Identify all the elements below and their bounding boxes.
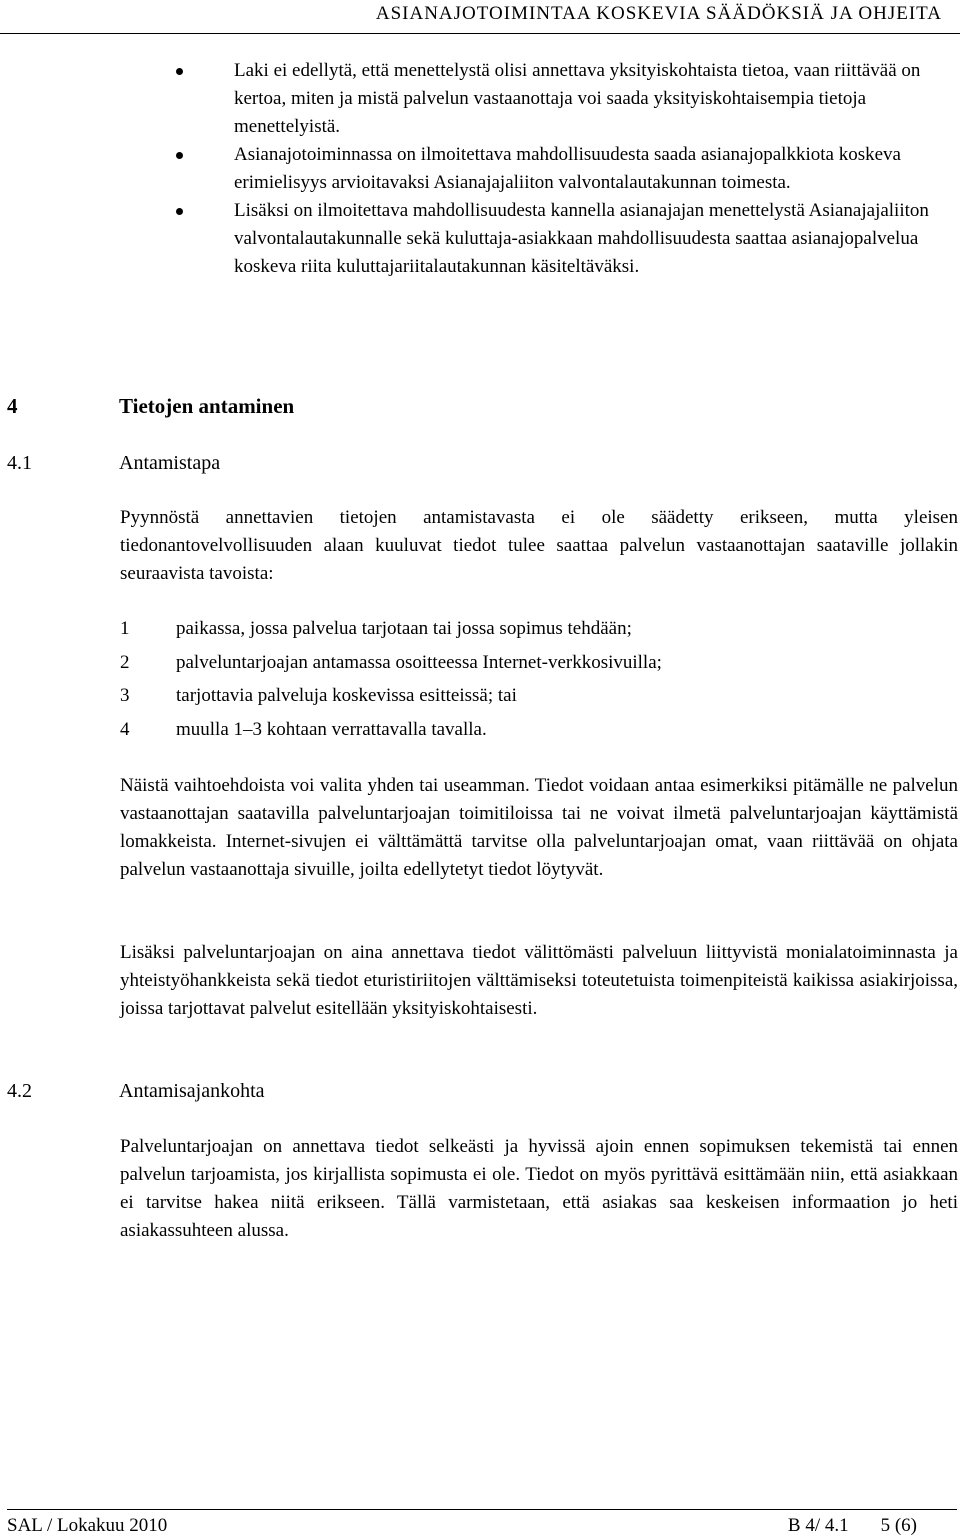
bullet-icon	[176, 68, 183, 75]
page-header	[0, 0, 960, 34]
bullet-item: Asianajotoiminnassa on ilmoitettava mahdollisuudesta saada asianajopalkkiota koskeva erimielisyys arvioitavaksi Asianajajaliiton valvontalautakunnan toimesta.	[166, 141, 956, 197]
intro-paragraph: Pyynnöstä annettavien tietojen antamistavasta ei ole säädetty erikseen, mutta yleisen tiedonantovelvollisuuden alaan kuuluvat tiedot tulee saattaa palvelun vastaanottajan saataville jollakin seuraavista tavoista:	[120, 507, 958, 584]
section-4-heading	[7, 392, 294, 420]
page-footer	[7, 1509, 957, 1540]
section-4-2-heading	[7, 1077, 265, 1105]
timing-paragraph: Palveluntarjoajan on annettava tiedot selkeästi ja hyvissä ajoin ennen sopimuksen tekemistä tai ennen palvelun tarjoamista, jos kirjallista sopimusta ei ole. Tiedot on myös pyrittävä esittämään niin, että asiakkaan ei tarvitse hakea niitä erikseen. Tällä varmistetaan, että asiakas saa keskeisen informaation jo heti asiakassuhteen alussa.	[120, 1136, 958, 1241]
section-title: Antamistapa	[119, 452, 221, 474]
section-4-1-heading	[7, 449, 220, 477]
footer-ref: B 4/ 4.1	[787, 1515, 849, 1536]
header-title: ASIANAJOTOIMINTAA KOSKEVIA SÄÄDÖKSIÄ JA OHJEITA	[375, 3, 942, 24]
list-item: 4 muulla 1–3 kohtaan verrattavalla tavalla.	[120, 718, 487, 740]
section-number: 4.2	[7, 1080, 32, 1102]
section-title: Tietojen antaminen	[119, 394, 295, 418]
additional-info-paragraph: Lisäksi palveluntarjoajan on aina annettava tiedot välittömästi palveluun liittyvistä monialatoiminnasta ja yhteistyöhankkeista sekä tiedot eturistiriitojen välttämiseksi toteutetuista toimenpiteistä kaikissa asiakirjoissa, joissa tarjottavat palvelut esitellään yksityiskohtaisesti.	[120, 942, 958, 1019]
section-title: Antamisajankohta	[119, 1080, 265, 1102]
footer-date: SAL / Lokakuu 2010	[7, 1515, 168, 1536]
list-item: 1 paikassa, jossa palvelua tarjotaan tai jossa sopimus tehdään;	[120, 618, 632, 639]
footer-reference	[788, 1512, 917, 1540]
list-item: 2 palveluntarjoajan antamassa osoitteessa Internet-verkkosivuilla;	[120, 651, 662, 673]
section-number: 4.1	[7, 452, 32, 474]
numbered-list	[120, 615, 880, 749]
list-item: 3 tarjottavia palveluja koskevissa esitteissä; tai	[120, 685, 517, 706]
bullet-item: Laki ei edellytä, että menettelystä olisi annettava yksityiskohtaista tietoa, vaan riittävää on kertoa, miten ja mistä palvelun vastaanottaja voi saada yksityiskohtaisempia tietoja menettelyistä.	[166, 57, 956, 141]
bullet-icon	[176, 208, 183, 215]
footer-page-number: 5 (6)	[880, 1515, 917, 1536]
bullet-list	[166, 57, 956, 281]
options-paragraph: Näistä vaihtoehdoista voi valita yhden tai useamman. Tiedot voidaan antaa esimerkiksi pitämälle ne palvelun vastaanottajan saatavilla palveluntarjoajan toimitiloissa tai ne voivat ilmetä palveluntarjoajan käyttämistä lomakkeista. Internet-sivujen ei välttämättä tarvitse olla palveluntarjoajan omat, vaan riittävää on ohjata palvelun vastaanottaja sivuille, joilta edellytetyt tiedot löytyvät.	[120, 775, 958, 880]
bullet-icon	[176, 152, 183, 159]
bullet-item: Lisäksi on ilmoitettava mahdollisuudesta kannella asianajajan menettelystä Asianajajaliiton valvontalautakunnalle sekä kuluttaja-asiakkaan mahdollisuudesta saattaa asianajopalvelua koskeva riita kuluttajariitalautakunnan käsiteltäväksi.	[166, 197, 956, 281]
section-number: 4	[7, 394, 18, 418]
